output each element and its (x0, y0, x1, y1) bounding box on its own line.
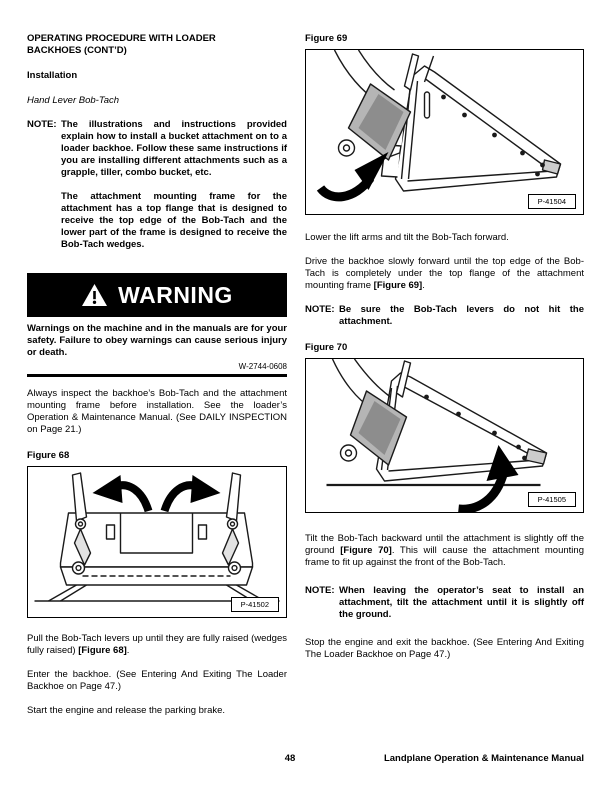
figure-70-drawing (306, 359, 583, 512)
paragraph-text: Pull the Bob-Tach levers up until they are fully raised (wedges fully raised) (27, 632, 287, 656)
warning-triangle-icon (81, 283, 108, 307)
drive-paragraph (305, 256, 584, 292)
note-label: NOTE: (27, 119, 57, 130)
note-label: NOTE: (305, 304, 335, 315)
warning-text: Warnings on the machine and in the manuals are for your safety. Failure to obey warnings can cause serious injury or death. (27, 323, 287, 358)
stop-paragraph: Stop the engine and exit the backhoe. (See Entering And Exiting The Loader Backhoe on Page 47.) (305, 637, 584, 660)
note-block-illustrations (27, 119, 287, 251)
warning-divider (27, 374, 287, 377)
paragraph-text: . This will cause the attachment mounting frame to fit up against the front of the Bob-Tach. (305, 545, 584, 568)
tilt-paragraph (305, 533, 584, 569)
figure-68-photo-id: P-41502 (231, 597, 279, 612)
figure-70-photo-id: P-41505 (528, 492, 576, 507)
paragraph-text: . (126, 644, 130, 656)
note-block-operator-seat (305, 585, 584, 621)
figure-70-reference: [Figure 70] (340, 545, 392, 556)
figure-68-drawing (28, 467, 286, 617)
figure-69-reference: [Figure 69] (373, 280, 423, 291)
start-paragraph: Start the engine and release the parking brake. (27, 704, 226, 716)
note-body (61, 119, 287, 251)
section-title-line1: OPERATING PROCEDURE WITH LOADER (27, 33, 216, 44)
note-paragraph: When leaving the operator’s seat to install an attachment, tilt the attachment until it is slightly off the ground. (339, 585, 584, 620)
note-block-levers (305, 304, 584, 328)
note-paragraph: The attachment mounting frame for the attachment has a top flange that is designed to receive the top edge of the Bob-Tach and the lower part of the frame is designed to receive the Bob-Tach wedges. (61, 191, 287, 250)
inspect-paragraph: Always inspect the backhoe’s Bob-Tach and the attachment mounting frame before installation. See the loader’s Operation & Maintenance Manual. (See DAILY INSPECTION on Page 21.) (27, 387, 287, 435)
note-body (339, 304, 584, 328)
figure-69-drawing (306, 50, 583, 214)
figure-70-caption: Figure 70 (305, 342, 348, 353)
warning-banner (27, 273, 287, 317)
note-paragraph: The illustrations and instructions provided explain how to install a bucket attachment on to a loader backhoe. Follow these same instructions if you are installing different attachments such as a grapple, tiller, combo bucket, etc. (61, 119, 287, 178)
tilt-direction-arrow (321, 152, 389, 197)
figure-69 (305, 49, 584, 215)
figure-69-photo-id: P-41504 (528, 194, 576, 209)
paragraph-text: Tilt the Bob-Tach backward until the attachment is slightly off the ground (305, 533, 584, 556)
warning-title: WARNING (118, 281, 233, 308)
left-column (27, 33, 287, 717)
section-title-line2: BACKHOES (CONT’D) (27, 45, 127, 56)
right-column (305, 33, 584, 661)
paragraph-text: . (422, 280, 425, 291)
figure-70 (305, 358, 584, 513)
figure-68 (27, 466, 287, 618)
note-label: NOTE: (305, 585, 335, 596)
lower-paragraph: Lower the lift arms and tilt the Bob-Tach forward. (305, 232, 509, 243)
note-paragraph: Be sure the Bob-Tach levers do not hit the attachment. (339, 304, 584, 327)
paragraph-text: Drive the backhoe slowly forward until the top edge of the Bob-Tach is completely under the top flange of the attachment mounting frame (305, 256, 584, 291)
manual-title: Landplane Operation & Maintenance Manual (383, 753, 584, 764)
figure-69-caption: Figure 69 (305, 33, 348, 44)
figure-68-caption: Figure 68 (27, 449, 70, 461)
lever-direction-arrows (93, 475, 221, 511)
warning-code: W-2744-0608 (238, 362, 287, 371)
note-body (339, 585, 584, 621)
enter-paragraph: Enter the backhoe. (See Entering And Exiting The Loader Backhoe on Page 47.) (27, 668, 287, 692)
page-number: 48 (284, 753, 296, 764)
figure-68-reference: [Figure 68] (78, 644, 127, 656)
hand-lever-subheading: Hand Lever Bob-Tach (27, 95, 120, 106)
pull-paragraph (27, 633, 287, 657)
section-title (27, 33, 287, 57)
installation-heading: Installation (27, 70, 78, 81)
